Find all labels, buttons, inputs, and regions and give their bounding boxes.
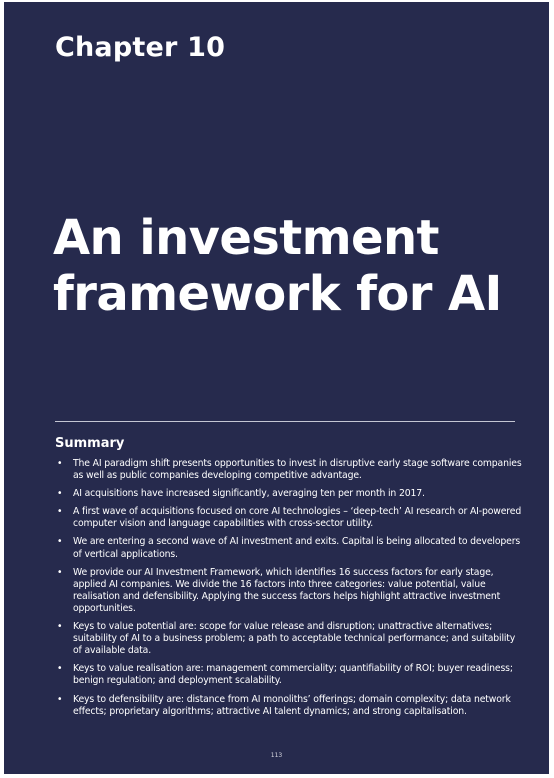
bullet-icon: • <box>57 506 63 518</box>
summary-list <box>55 458 523 724</box>
summary-item-text: AI acquisitions have increased significantly, averaging ten per month in 2017. <box>73 488 425 500</box>
chapter-label: Chapter 10 <box>55 32 226 63</box>
summary-item <box>55 536 523 560</box>
page-number: 113 <box>270 752 283 759</box>
chapter-title-line-1: An investment <box>53 210 439 266</box>
section-divider <box>55 421 515 422</box>
summary-item <box>55 567 523 615</box>
summary-item <box>55 488 523 500</box>
bullet-icon: • <box>57 488 63 500</box>
document-page <box>4 2 549 774</box>
summary-item <box>55 458 523 482</box>
summary-item-text: The AI paradigm shift presents opportunities to invest in disruptive early stage software companies as well as public companies developing competitive advantage. <box>73 458 522 482</box>
bullet-icon: • <box>57 663 63 675</box>
summary-item-text: Keys to defensibility are: distance from AI monoliths’ offerings; domain complexity; data network effects; proprietary algorithms; attractive AI talent dynamics; and strong capitalisation. <box>73 693 511 717</box>
summary-item <box>55 621 523 657</box>
summary-item-text: Keys to value potential are: scope for value release and disruption; unattractive alternatives; suitability of AI to a business problem; a path to acceptable technical performance; and suitability of available data. <box>73 621 516 657</box>
summary-item-text: Keys to value realisation are: management commerciality; quantifiability of ROI; buyer readiness; benign regulation; and deployment scalability. <box>73 663 513 687</box>
chapter-title <box>53 210 502 322</box>
bullet-icon: • <box>57 536 63 548</box>
summary-item-text: A first wave of acquisitions focused on core AI technologies – ‘deep-tech’ AI research or AI-powered computer vision and language capabilities with cross-sector utility. <box>73 506 522 530</box>
chapter-title-line-2: framework for AI <box>53 266 502 322</box>
summary-item-text: We are entering a second wave of AI investment and exits. Capital is being allocated to developers of vertical applications. <box>73 536 521 560</box>
bullet-icon: • <box>57 621 63 633</box>
summary-heading: Summary <box>55 436 125 451</box>
bullet-icon: • <box>57 693 63 705</box>
bullet-icon: • <box>57 566 63 578</box>
summary-item-text: We provide our AI Investment Framework, which identifies 16 success factors for early stage, applied AI companies. We divide the 16 factors into three categories: value potential, value realisation and defensibility. Applying the success factors helps highlight attractive investment opportunities. <box>73 566 501 614</box>
summary-item <box>55 663 523 687</box>
summary-item <box>55 506 523 530</box>
bullet-icon: • <box>57 458 63 469</box>
summary-item <box>55 694 523 718</box>
